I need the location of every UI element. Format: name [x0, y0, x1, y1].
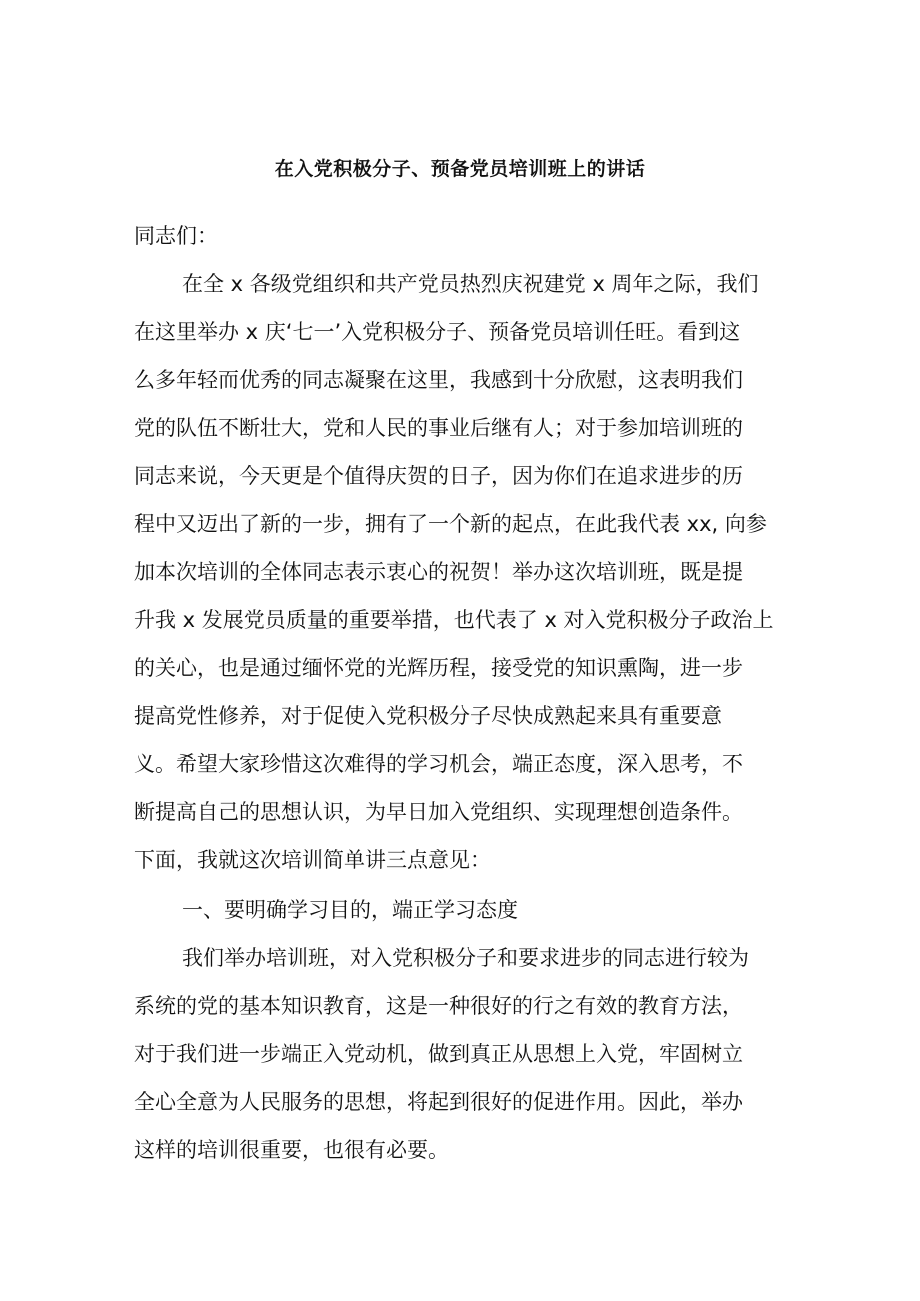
paragraph-line: 断提高自己的思想认识，为早日加入党组织、实现理想创造条件。 [134, 800, 743, 824]
paragraph-line: 的关心，也是通过缅怀党的光辉历程，接受党的知识熏陶，进一步 [134, 656, 743, 680]
paragraph-line: 在全 x 各级党组织和共产党员热烈庆祝建党 x 周年之际，我们 [182, 272, 759, 296]
section-heading: 一、要明确学习目的，端正学习态度 [182, 898, 518, 922]
paragraph-line: 升我 x 发展党员质量的重要举措，也代表了 x 对入党积极分子政治上 [134, 608, 774, 632]
paragraph-line: 系统的党的基本知识教育，这是一种很好的行之有效的教育方法， [134, 994, 743, 1018]
paragraph-line: 程中又迈出了新的一步，拥有了一个新的起点，在此我代表 xx, 向参 [134, 512, 767, 536]
paragraph-line: 义。希望大家珍惜这次难得的学习机会，端正态度，深入思考，不 [134, 752, 743, 776]
paragraph-line: 提高党性修养，对于促使入党积极分子尽快成熟起来具有重要意 [134, 704, 722, 728]
document-title: 在入党积极分子、预备党员培训班上的讲话 [274, 158, 646, 180]
paragraph-line: 全心全意为人民服务的思想，将起到很好的促进作用。因此，举办 [134, 1090, 743, 1114]
paragraph-line: 下面，我就这次培训简单讲三点意见： [134, 848, 491, 872]
salutation-line: 同志们： [134, 224, 218, 248]
paragraph-line: 么多年轻而优秀的同志凝聚在这里，我感到十分欣慰，这表明我们 [134, 368, 743, 392]
paragraph-line: 在这里举办 x 庆‘七一’入党积极分子、预备党员培训任旺。看到这 [134, 320, 741, 344]
paragraph-line: 党的队伍不断壮大，党和人民的事业后继有人；对于参加培训班的 [134, 416, 743, 440]
paragraph-line: 这样的培训很重要，也很有必要。 [134, 1138, 449, 1162]
paragraph-line: 加本次培训的全体同志表示衷心的祝贺！举办这次培训班，既是提 [134, 560, 743, 584]
paragraph-line: 我们举办培训班，对入党积极分子和要求进步的同志进行较为 [182, 946, 749, 970]
paragraph-line: 同志来说，今天更是个值得庆贺的日子，因为你们在追求进步的历 [134, 464, 743, 488]
paragraph-line: 对于我们进一步端正入党动机，做到真正从思想上入党，牢固树立 [134, 1042, 743, 1066]
